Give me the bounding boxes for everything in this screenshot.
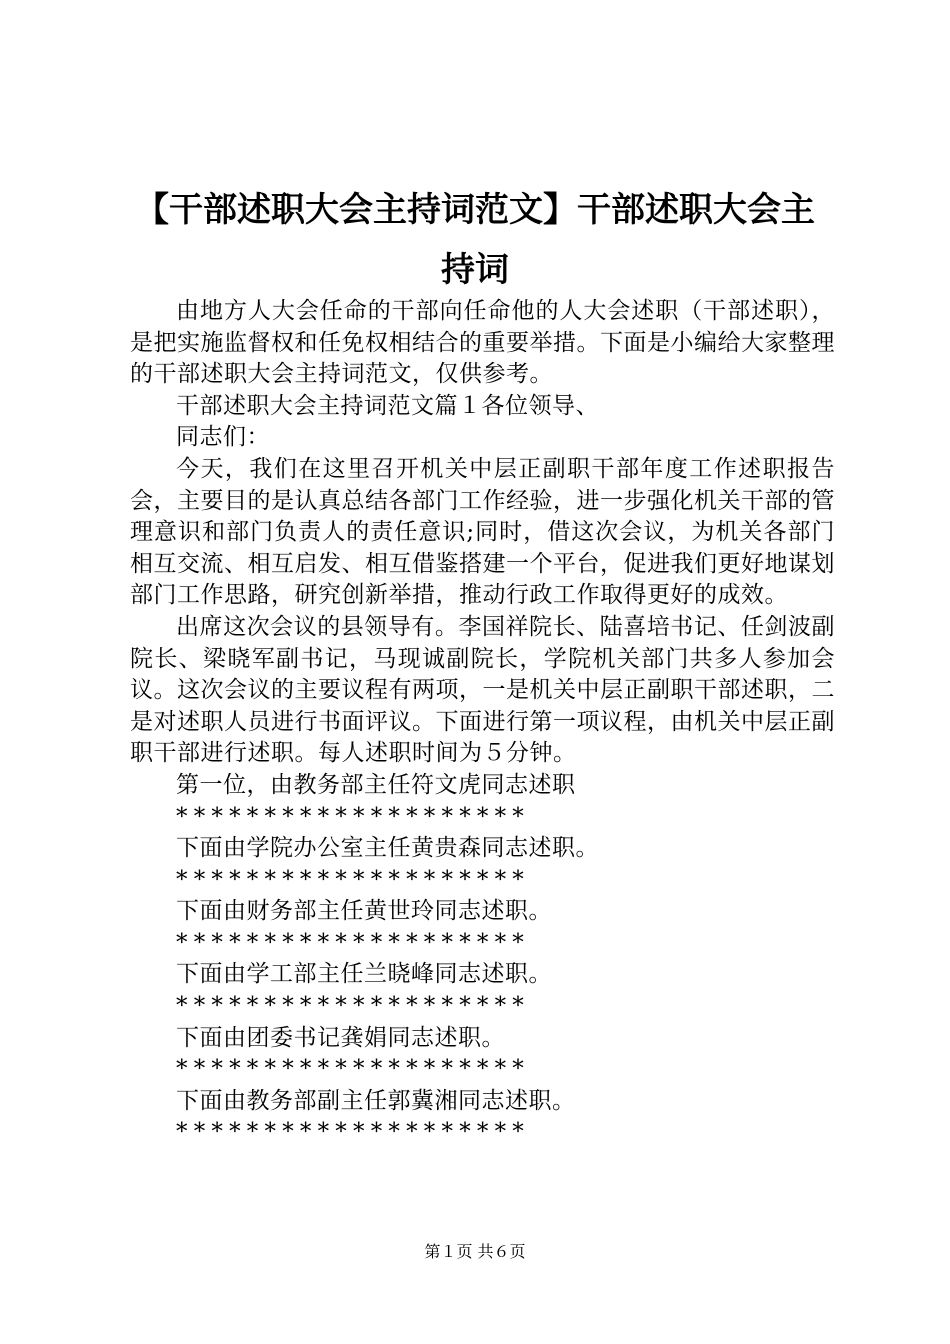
star-separator: ********************: [176, 929, 530, 956]
speaker-line: 下面由教务部副主任郭冀湘同志述职。: [176, 1087, 576, 1114]
body-paragraph: 今天，我们在这里召开机关中层正副职干部年度工作述职报告会，主要目的是认真总结各部门工作经验，进一步强化机关干部的管理意识和部门负责人的责任意识;同时，借这次会议，为机关各部门相互交流、相互启发、相互借鉴搭建一个平台，促进我们更好地谋划部门工作思路，研究创新举措，推动行政工作取得更好的成效。: [130, 455, 835, 609]
speaker-line: 下面由学工部主任兰晓峰同志述职。: [176, 961, 552, 988]
body-paragraph: 出席这次会议的县领导有。李国祥院长、陆喜培书记、任剑波副院长、梁晓军副书记，马现诚副院长，学院机关部门共多人参加会议。这次会议的主要议程有两项，一是机关中层正副职干部述职，二是对述职人员进行书面评议。下面进行第一项议程，由机关中层正副职干部进行述职。每人述职时间为５分钟。: [130, 613, 835, 767]
document-body: [130, 296, 835, 1149]
speaker-line: 下面由团委书记龚娟同志述职。: [176, 1024, 505, 1051]
star-separator: ********************: [176, 1056, 530, 1083]
speaker-line: 下面由财务部主任黄世玲同志述职。: [176, 898, 552, 925]
star-separator: ********************: [176, 993, 530, 1020]
speaker-line: 下面由学院办公室主任黄贵森同志述职。: [176, 835, 599, 862]
star-separator: ********************: [176, 803, 530, 830]
document-title-line-1: 【干部述职大会主持词范文】干部述职大会主: [135, 190, 815, 230]
salutation: 同志们：: [176, 424, 270, 451]
page-number-footer: 第１页 共６页: [424, 1242, 526, 1261]
star-separator: ********************: [176, 866, 530, 893]
document-title-line-2: 持词: [441, 250, 509, 290]
star-separator: ********************: [176, 1119, 530, 1146]
speaker-line: 第一位，由教务部主任符文虎同志述职: [176, 771, 576, 798]
intro-paragraph: 由地方人大会任命的干部向任命他的人大会述职（干部述职），是把实施监督权和任免权相结合的重要举措。下面是小编给大家整理的干部述职大会主持词范文，仅供参考。: [130, 298, 835, 388]
section-heading: 干部述职大会主持词范文篇１各位领导、: [176, 392, 599, 419]
